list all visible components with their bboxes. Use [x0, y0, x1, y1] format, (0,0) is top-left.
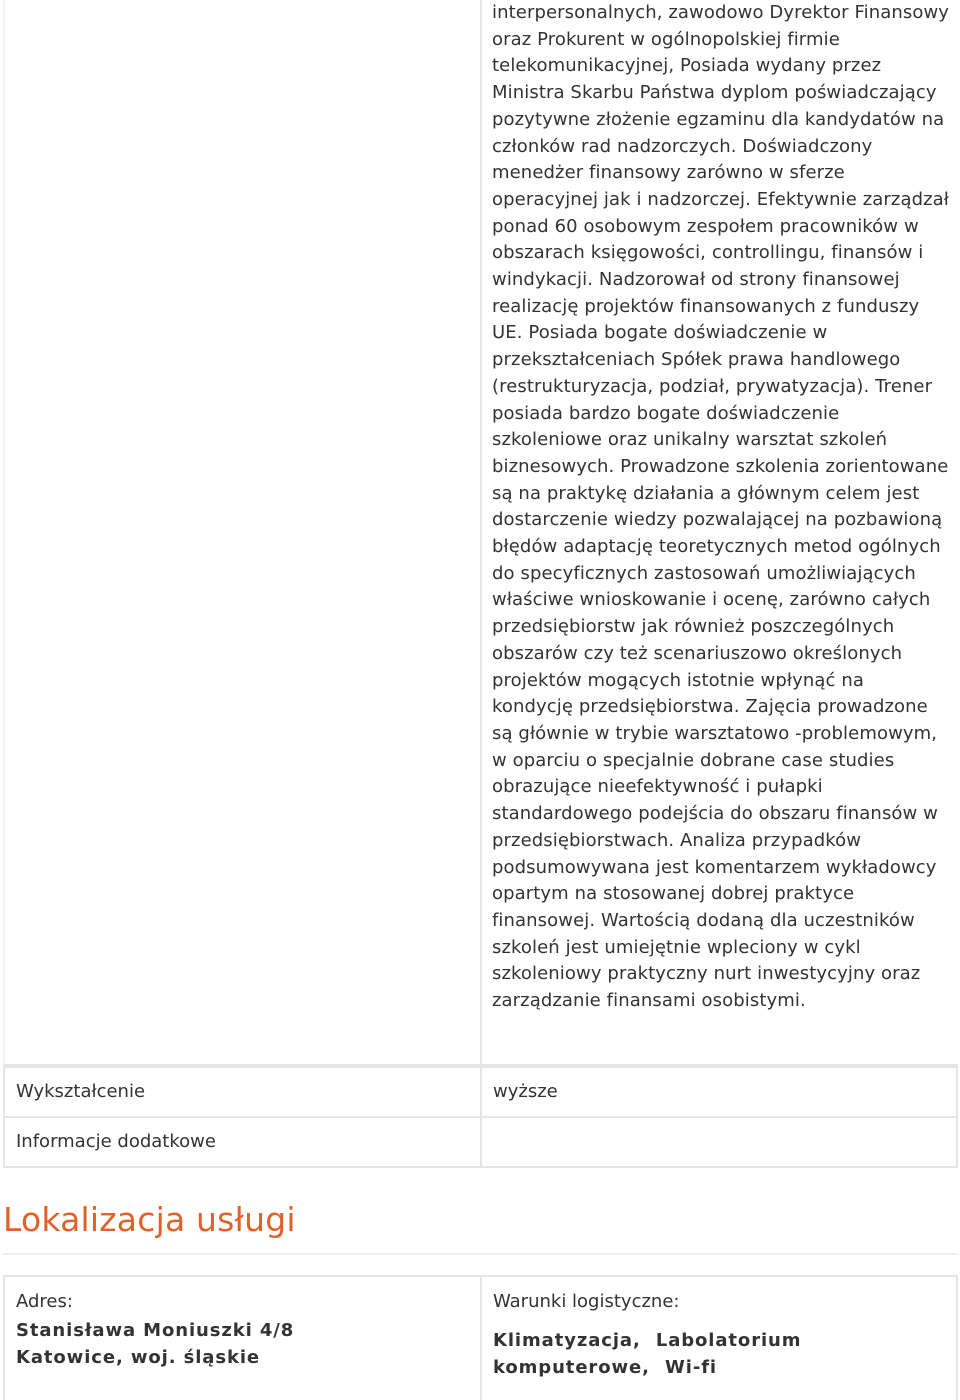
- section-divider: [3, 1253, 958, 1255]
- location-box: [3, 1275, 958, 1400]
- location-section-title: Lokalizacja usługi: [3, 1200, 296, 1239]
- additional-info-value: [482, 1118, 956, 1166]
- address-street: Stanisława Moniuszki 4/8: [16, 1320, 295, 1341]
- education-value: wyższe: [493, 1080, 558, 1102]
- logistics-label: Warunki logistyczne:: [493, 1291, 680, 1312]
- additional-info-label: Informacje dodatkowe: [5, 1118, 482, 1166]
- logistics-value: Klimatyzacja, Labolatorium komputerowe, Wi-fi: [493, 1330, 802, 1378]
- education-row: [3, 1066, 958, 1118]
- trainer-info-table: [3, 0, 958, 1168]
- education-label: Wykształcenie: [5, 1068, 482, 1116]
- description-value-cell: [482, 0, 958, 1064]
- address-label: Adres:: [16, 1291, 73, 1312]
- trainer-description: interpersonalnych, zawodowo Dyrektor Finansowy oraz Prokurent w ogólnopolskiej firmie telekomunikacyjnej, Posiada wydany przez Ministra Skarbu Państwa dyplom poświadczający pozytywne złożenie egzaminu dla kandydatów na członków rad nadzorczych. Doświadczony menedżer finansowy zarówno w sferze operacyjnej jak i nadzorczej. Efektywnie zarządzał ponad 60 osobowym zespołem pracowników w obszarach księgowości, controllingu, finansów i windykacji. Nadzorował od strony finansowej realizację projektów finansowanych z funduszy UE. Posiada bogate doświadczenie w przekształceniach Spółek prawa handlowego (restrukturyzacja, podział, prywatyzacja). Trener posiada bardzo bogate doświadczenie szkoleniowe oraz unikalny warsztat szkoleń biznesowych. Prowadzone szkolenia zorientowane są na praktykę działania a głównym celem jest dostarczenie wiedzy pozwalającej na pozbawioną błędów adaptację teoretycznych metod ogólnych do specyficznych zastosowań umożliwiających właściwe wnioskowanie i ocenę, zarówno całych przedsiębiorstw jak również poszczególnych obszarów czy też scenariuszowo określonych projektów mogących istotnie wpłynąć na kondycję przedsiębiorstwa. Zajęcia prowadzone są głównie w trybie warsztatowo -problemowym, w oparciu o specjalnie dobrane case studies obrazujące nieefektywność i pułapki standardowego podejścia do obszaru finansów w przedsiębiorstwach. Analiza przypadków podsumowywana jest komentarzem wykładowcy opartym na stosowanej dobrej praktyce finansowej. Wartością dodaną dla uczestników szkoleń jest umiejętnie wpleciony w cykl szkoleniowy praktyczny nurt inwestycyjny oraz zarządzanie finansami osobistymi.: [492, 2, 950, 1012]
- logistics-column: [482, 1277, 956, 1400]
- address-column: [5, 1277, 482, 1400]
- description-label-cell: [5, 0, 482, 1064]
- address-city: Katowice, woj. śląskie: [16, 1347, 261, 1368]
- trainer-description-row: [3, 0, 958, 1066]
- additional-info-row: [3, 1118, 958, 1168]
